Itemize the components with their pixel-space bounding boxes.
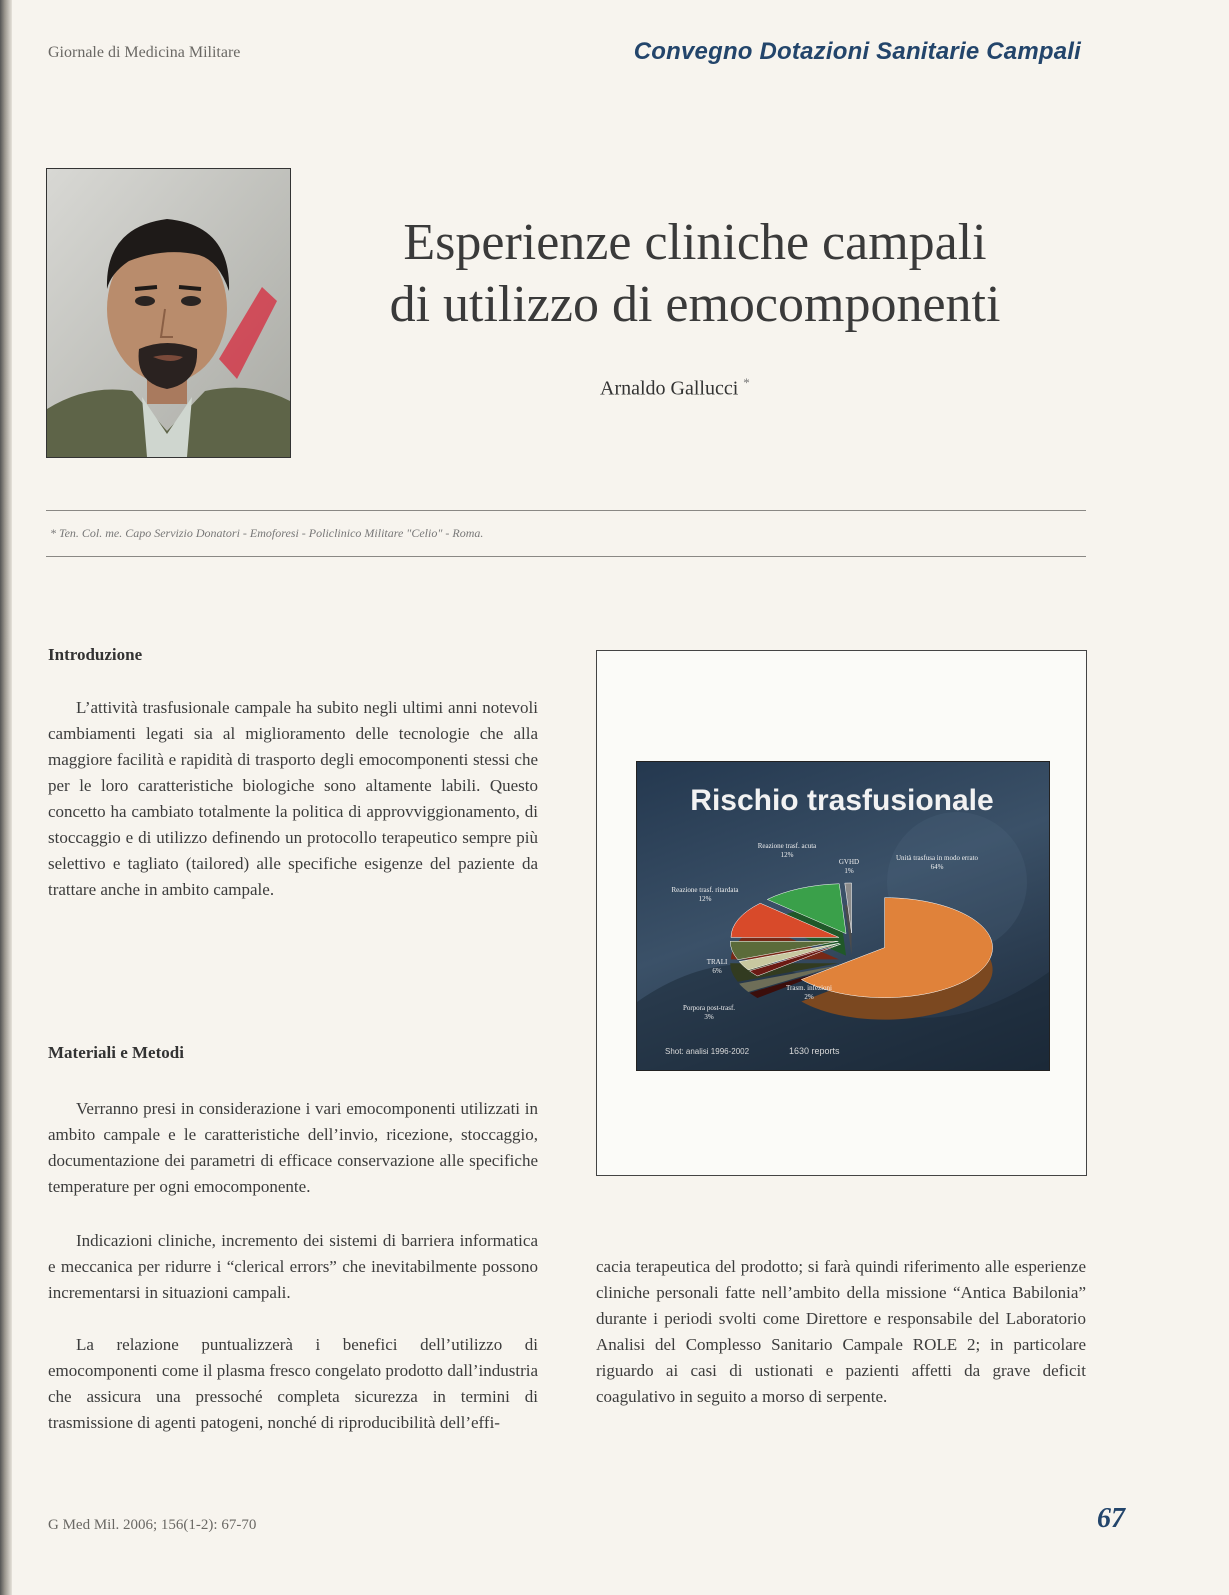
chart-slide xyxy=(636,761,1050,1071)
pie-slice-label: Unità trasfusa in modo errato 64% xyxy=(895,854,979,871)
pie-slice-label: Trasm. infezioni 2% xyxy=(785,984,833,1001)
rule-top xyxy=(46,510,1086,511)
pie-slice-label: Reazione trasf. acuta 12% xyxy=(757,842,817,859)
methods-paragraph-2: Indicazioni cliniche, incremento dei sistemi di barriera informatica e meccanica per ridurre i “clerical errors” che inevitabilmente possono incrementarsi in situazioni campali. xyxy=(48,1231,538,1302)
section-heading-methods: Materiali e Metodi xyxy=(48,1043,184,1062)
intro-paragraph: L’attività trasfusionale campale ha subito negli ultimi anni notevoli cambiamenti legati sia al miglioramento delle tecnologie che alla maggiore facilità e rapidità di trasporto degli emocomponenti stessi che per le loro caratteristiche biologiche sono altamente labili. Questo concetto ha cambiato totalmente la politica di approvviggionamento, di stoccaggio e di utilizzo definendo un protocollo terapeutico sempre più selettivo e tagliato (tailored) alle specifiche esigenze del paziente da trattare anche in ambito campale. xyxy=(48,698,538,899)
page-number: 67 xyxy=(1097,1503,1125,1534)
author-byline xyxy=(600,375,750,401)
right-column-paragraph: cacia terapeutica del prodotto; si farà quindi riferimento alle esperienze cliniche personali fatte nell’ambito della missione “Antica Babilonia” durante i periodi svolti come Direttore e responsabile del Laboratorio Analisi del Complesso Sanitario Campale ROLE 2; in particolare riguardo ai casi di ustionati e pazienti affetti da grave deficit coagulativo in seguito a morso di serpente. xyxy=(596,1257,1086,1406)
pie-slice-label: Reazione trasf. ritardata 12% xyxy=(671,886,739,903)
section-heading-intro: Introduzione xyxy=(48,645,143,664)
page-spine-shadow xyxy=(0,0,12,1595)
methods-paragraph-1: Verranno presi in considerazione i vari emocomponenti utilizzati in ambito campale e le caratteristiche dell’invio, ricezione, stoccaggio, documentazione dei parametri di efficace conservazione alle specifiche temperature per ogni emocomponente. xyxy=(48,1099,538,1196)
author-photo xyxy=(46,168,291,458)
pie-chart xyxy=(637,762,1049,1070)
methods-paragraph-3: La relazione puntualizzerà i benefici dell’utilizzo di emocomponenti come il plasma fresco congelato prodotto dall’industria che assicura una pressoché completa sicurezza in termini di trasmissione di agenti patogeni, nonché di riproducibilità dell’effi- xyxy=(48,1335,538,1432)
pie-slice-label: GVHD 1% xyxy=(838,858,860,875)
title-line-2: di utilizzo di emocomponenti xyxy=(389,276,1001,333)
article-title xyxy=(330,212,1060,336)
rule-bottom xyxy=(46,556,1086,557)
pie-slice-label: Porpora post-trasf. 3% xyxy=(682,1004,736,1021)
author-affiliation: * Ten. Col. me. Capo Servizio Donatori - Emoforesi - Policlinico Militare "Celio" - Roma. xyxy=(50,526,484,540)
pie-slice-label: TRALI 6% xyxy=(706,958,728,975)
figure-frame xyxy=(596,650,1087,1176)
chart-title: Rischio trasfusionale xyxy=(690,784,994,817)
journal-name: Giornale di Medicina Militare xyxy=(48,44,241,61)
author-name: Arnaldo Gallucci xyxy=(600,377,739,400)
chart-report-count: 1630 reports xyxy=(789,1046,840,1056)
title-line-1: Esperienze cliniche campali xyxy=(403,214,987,271)
conference-title: Convegno Dotazioni Sanitarie Campali xyxy=(633,38,1081,65)
author-footnote-mark: * xyxy=(743,375,750,390)
citation-footer: G Med Mil. 2006; 156(1-2): 67-70 xyxy=(48,1517,257,1533)
chart-source-note: Shot: analisi 1996-2002 xyxy=(665,1047,750,1056)
